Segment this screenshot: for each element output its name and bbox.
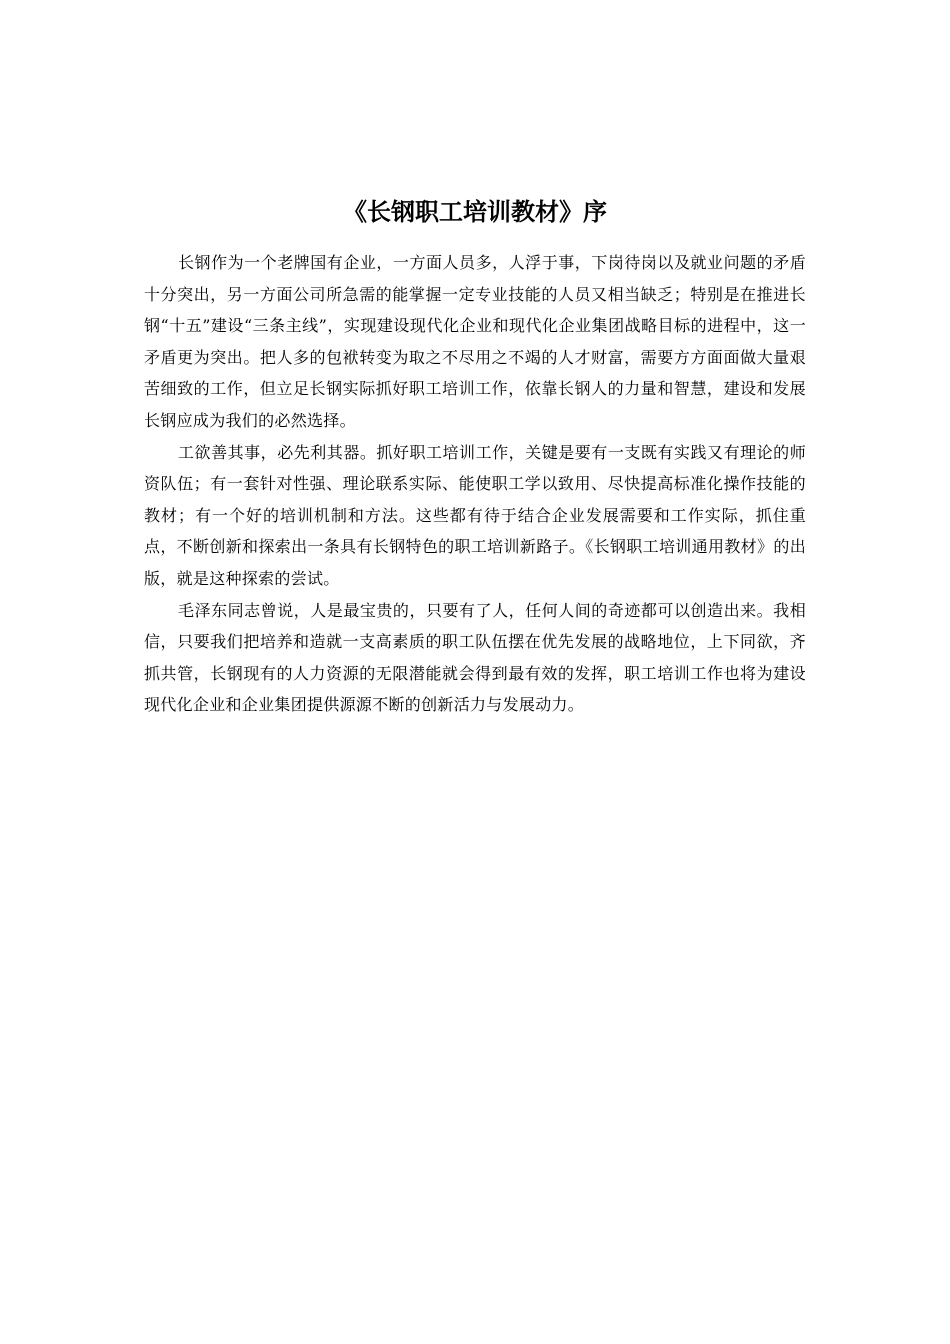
document-body: [144, 247, 806, 721]
paragraph-3: 毛泽东同志曾说，人是最宝贵的，只要有了人，任何人间的奇迹都可以创造出来。我相信，只要我们把培养和造就一支高素质的职工队伍摆在优先发展的战略地位，上下同欲，齐抓共管，长钢现有的人力资源的无限潜能就会得到最有效的发挥，职工培训工作也将为建设现代化企业和企业集团提供源源不断的创新活力与发展动力。: [144, 600, 806, 715]
document-title: 《长钢职工培训教材》序: [343, 198, 607, 226]
paragraph-2: 工欲善其事，必先利其器。抓好职工培训工作，关键是要有一支既有实践又有理论的师资队伍；有一套针对性强、理论联系实际、能使职工学以致用、尽快提高标准化操作技能的教材；有一个好的培训机制和方法。这些都有待于结合企业发展需要和工作实际，抓住重点，不断创新和探索出一条具有长钢特色的职工培训新路子。《长钢职工培训通用教材》的出版，就是这种探索的尝试。: [144, 442, 806, 588]
paragraph-1: 长钢作为一个老牌国有企业，一方面人员多，人浮于事，下岗待岗以及就业问题的矛盾十分突出，另一方面公司所急需的能掌握一定专业技能的人员又相当缺乏；特别是在推进长钢“十五”建设“三条主线”，实现建设现代化企业和现代化企业集团战略目标的进程中，这一矛盾更为突出。把人多的包袱转变为取之不尽用之不竭的人才财富，需要方方面面做大量艰苦细致的工作，但立足长钢实际抓好职工培训工作，依靠长钢人的力量和智慧，建设和发展长钢应成为我们的必然选择。: [144, 253, 806, 430]
